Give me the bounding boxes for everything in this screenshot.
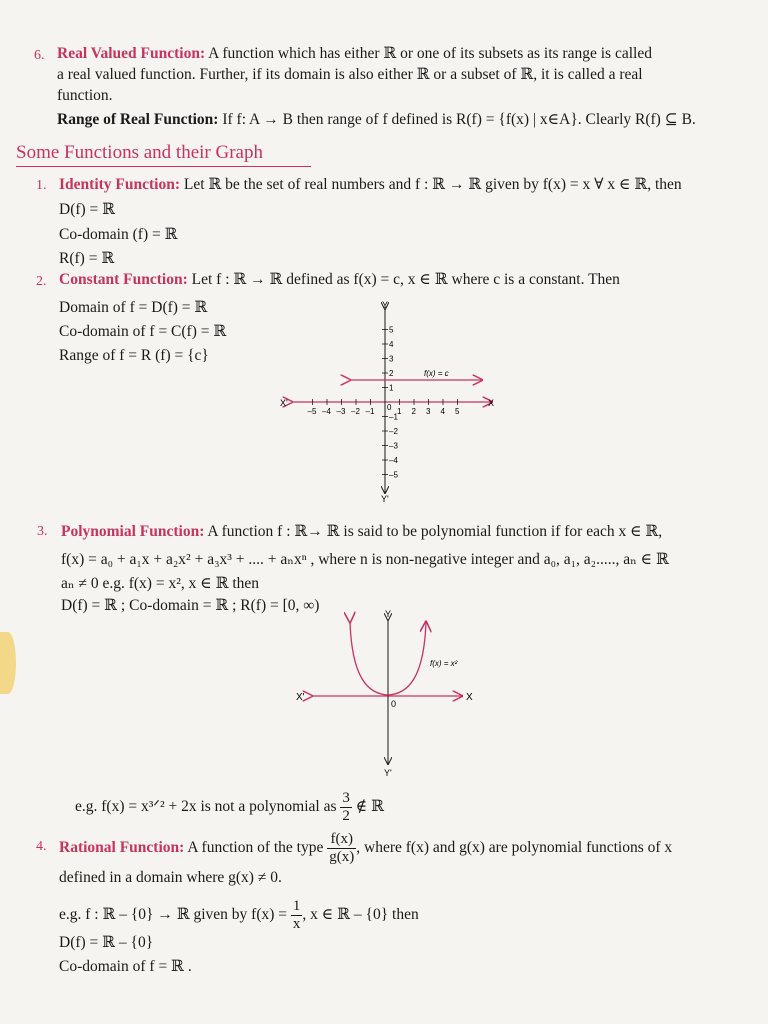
y-axis-negative-label: Y' — [381, 494, 389, 504]
identity-range: R(f) = ℝ — [59, 250, 115, 267]
x-tick-label: –3 — [336, 407, 346, 416]
range-of-real-function-paragraph — [57, 110, 696, 130]
y-tick-label: 3 — [389, 354, 394, 364]
fraction-denominator: x — [292, 916, 301, 932]
definition-text: If f: A → B then range of f defined is R(f) = {f(x) | x∈A}. Clearly R(f) ⊆ B. — [222, 111, 696, 128]
term-constant-function: Constant Function: — [59, 271, 188, 288]
y-tick-label: 5 — [389, 325, 394, 335]
section-number: 6. — [34, 48, 45, 63]
definition-text: function. — [57, 87, 113, 104]
fraction-denominator: 2 — [342, 808, 350, 824]
y-tick-label: –1 — [389, 412, 398, 422]
section-heading: Some Functions and their Graph — [16, 142, 263, 163]
identity-domain: D(f) = ℝ — [59, 201, 116, 218]
definition-text: A function f : ℝ→ ℝ is said to be polynomial function if for each x ∈ ℝ, — [207, 523, 663, 540]
term-real-valued-function: Real Valued Function: — [57, 45, 206, 62]
y-tick-label: 1 — [389, 383, 394, 393]
y-axis-negative-label: Y' — [384, 768, 392, 778]
curve-label: f(x) = x² — [430, 659, 458, 668]
origin-label: 0 — [391, 699, 397, 709]
fraction-denominator: g(x) — [329, 849, 355, 865]
y-tick-label: –5 — [389, 470, 398, 480]
example-text: ∉ ℝ — [355, 798, 384, 816]
constant-function-graph — [270, 295, 510, 510]
x-tick-label: –1 — [365, 407, 375, 416]
real-valued-function-paragraph — [57, 44, 652, 64]
constant-codomain: Co-domain of f = C(f) = ℝ — [59, 323, 227, 340]
rational-codomain: Co-domain of f = ℝ . — [59, 958, 192, 975]
x-tick-label: 2 — [411, 407, 416, 416]
definition-text: , where f(x) and g(x) are polynomial functions of x — [356, 839, 673, 857]
item-number: 4. — [36, 839, 47, 854]
x-axis-label: X — [488, 398, 495, 408]
x-tick-label: –4 — [322, 407, 331, 416]
item-number: 2. — [36, 274, 47, 289]
polynomial-function-graph — [290, 608, 490, 780]
identity-function-paragraph — [59, 175, 682, 195]
x-tick-label: –5 — [307, 407, 317, 416]
term-identity-function: Identity Function: — [59, 176, 180, 193]
definition-text: a real valued function. Further, if its domain is also either ℝ or a subset of ℝ, it is called a real — [57, 66, 643, 83]
item-number: 3. — [37, 524, 48, 539]
page-edge-highlight — [0, 632, 16, 694]
constant-domain: Domain of f = D(f) = ℝ — [59, 299, 208, 316]
polynomial-function-paragraph — [61, 522, 662, 542]
origin-label: 0 — [387, 403, 392, 412]
fraction-numerator: f(x) — [327, 831, 356, 849]
x-tick-label: 3 — [426, 407, 431, 416]
x-axis-negative-label: X' — [296, 692, 305, 703]
rational-example — [59, 898, 419, 933]
definition-text: A function of the type — [187, 839, 324, 857]
fraction — [291, 898, 303, 933]
non-polynomial-example — [75, 790, 384, 825]
example-text: e.g. f(x) = x³ᐟ² + 2x is not a polynomial as — [75, 798, 337, 816]
y-tick-label: –4 — [389, 456, 398, 465]
fraction — [340, 790, 352, 825]
y-tick-label: 4 — [389, 340, 394, 349]
y-tick-label: –3 — [389, 441, 398, 451]
x-tick-label: –2 — [351, 407, 360, 416]
polynomial-example: aₙ ≠ 0 e.g. f(x) = x², x ∈ ℝ then — [61, 575, 260, 592]
x-axis-negative-label: X' — [280, 398, 288, 408]
y-axis-label: Y — [385, 609, 392, 619]
definition-text: Let ℝ be the set of real numbers and f : ℝ → ℝ given by f(x) = x ∀ x ∈ ℝ, then — [183, 176, 682, 193]
rational-function-paragraph — [59, 831, 672, 866]
heading-underline — [16, 166, 311, 167]
x-tick-label: 4 — [440, 407, 445, 416]
rational-domain: D(f) = ℝ – {0} — [59, 934, 154, 951]
constant-line-label: f(x) = c — [424, 369, 449, 378]
definition-text: A function which has either ℝ or one of its subsets as its range is called — [208, 45, 652, 62]
term-range-of-real-function: Range of Real Function: — [57, 111, 219, 128]
constant-function-paragraph — [59, 270, 620, 290]
definition-text: Let f : ℝ → ℝ defined as f(x) = c, x ∈ ℝ where c is a constant. Then — [191, 271, 620, 288]
x-tick-label: 1 — [397, 407, 402, 416]
fraction — [327, 831, 356, 866]
y-tick-label: –2 — [389, 427, 398, 436]
example-text: , x ∈ ℝ – {0} then — [302, 906, 419, 924]
polynomial-domain-range: D(f) = ℝ ; Co-domain = ℝ ; R(f) = [0, ∞) — [61, 597, 320, 614]
identity-codomain: Co-domain (f) = ℝ — [59, 226, 178, 243]
x-axis-label: X — [466, 692, 473, 703]
term-polynomial-function: Polynomial Function: — [61, 523, 205, 540]
term-rational-function: Rational Function: — [59, 839, 185, 857]
x-tick-label: 5 — [455, 407, 460, 416]
constant-range: Range of f = R (f) = {c} — [59, 347, 209, 364]
y-tick-label: 2 — [389, 369, 394, 378]
example-text: e.g. f : ℝ – {0} → ℝ given by f(x) = — [59, 906, 288, 924]
item-number: 1. — [36, 178, 47, 193]
y-axis-label: Y — [382, 300, 389, 310]
polynomial-formula: f(x) = a₀ + a₁x + a₂x² + a₃x³ + .... + aₙxⁿ , where n is non-negative integer and a₀, a₁, a₂....., aₙ ∈ ℝ — [61, 551, 669, 568]
rational-condition: defined in a domain where g(x) ≠ 0. — [59, 869, 282, 886]
fraction-numerator: 3 — [342, 790, 350, 806]
fraction-numerator: 1 — [292, 898, 301, 914]
